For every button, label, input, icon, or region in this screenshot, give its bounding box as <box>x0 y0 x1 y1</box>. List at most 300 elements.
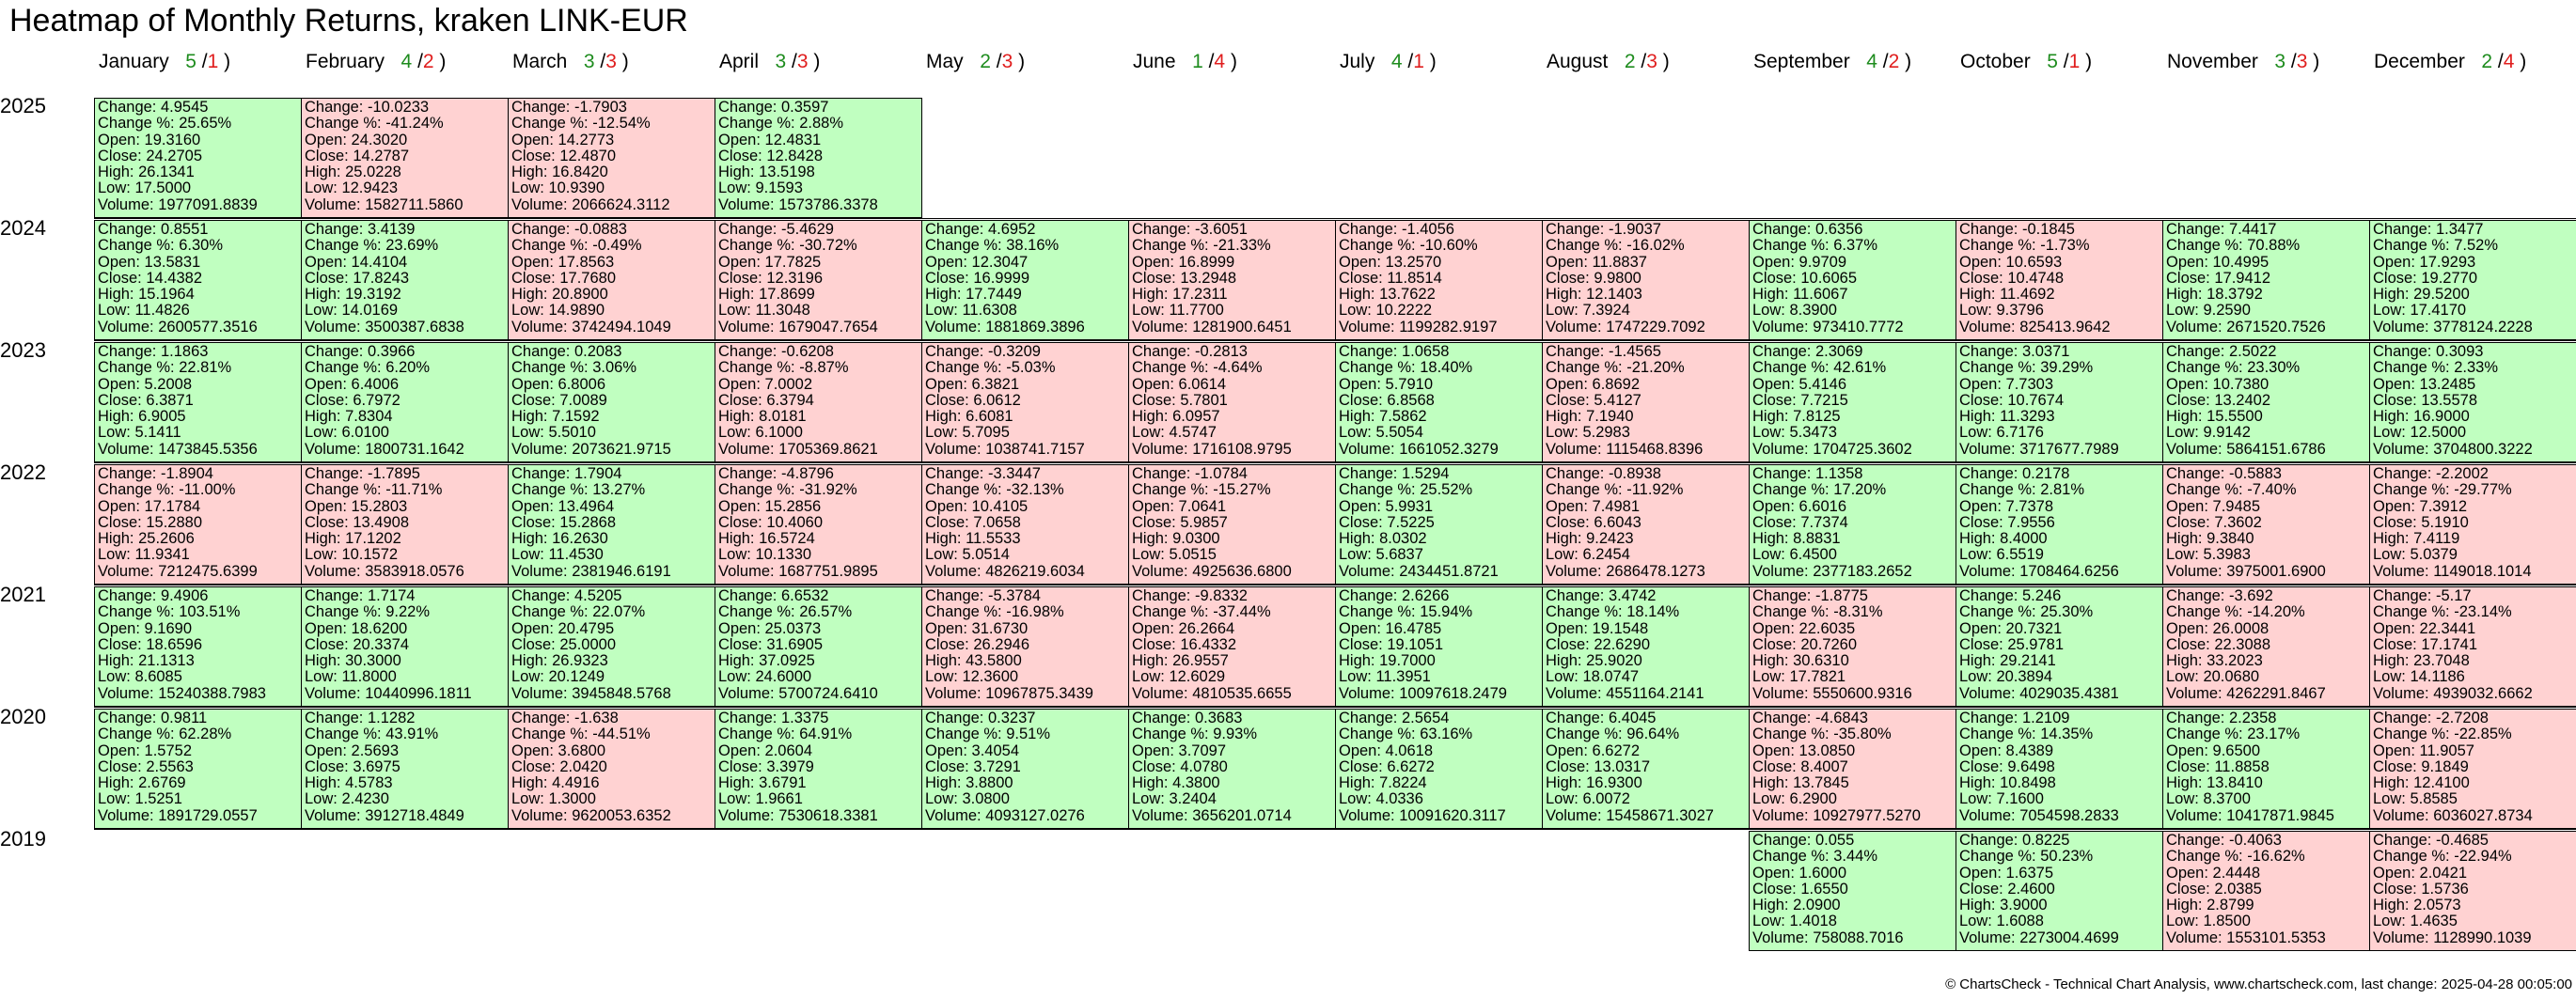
change-pct-label: Change %: <box>1339 237 1421 255</box>
close-value: 6.7972 <box>353 391 401 409</box>
cell-high-line <box>2166 653 2366 669</box>
change-pct-value: 17.20% <box>1833 481 1887 499</box>
change-label: Change: <box>2373 221 2436 238</box>
cell-open-line <box>2373 255 2573 271</box>
cell-2020-september <box>1749 709 1956 829</box>
cell-change-line <box>718 344 919 360</box>
low-label: Low: <box>1752 546 1790 564</box>
close-label: Close: <box>1339 269 1388 287</box>
close-value: 3.3979 <box>766 757 814 775</box>
low-value: 6.4500 <box>1789 546 1837 564</box>
volume-label: Volume: <box>1339 440 1400 458</box>
cell-close-line <box>511 759 712 775</box>
cell-high-line <box>1132 531 1332 547</box>
month-up-count: 2 <box>2481 51 2493 72</box>
change-pct-label: Change %: <box>98 726 180 743</box>
cell-low-line <box>1959 913 2160 929</box>
change-pct-value: 22.07% <box>592 603 646 621</box>
cell-close-line <box>98 515 298 531</box>
cell-low-line <box>1752 791 1953 807</box>
low-value: 18.0747 <box>1582 668 1640 686</box>
high-value: 29.5200 <box>2413 286 2470 304</box>
change-pct-label: Change %: <box>305 359 386 377</box>
change-pct-value: 18.14% <box>1626 603 1680 621</box>
cell-open-line <box>1546 255 1746 271</box>
change-pct-value: 42.61% <box>1833 359 1887 377</box>
open-value: 10.4105 <box>971 497 1029 515</box>
cell-volume-line <box>1959 808 2160 824</box>
open-label: Open: <box>1752 375 1799 393</box>
cell-change-pct-line <box>925 238 1125 254</box>
high-value: 8.0181 <box>759 408 807 426</box>
cell-2020-december <box>2369 709 2576 829</box>
change-value: 0.8225 <box>2021 832 2070 849</box>
cell-2021-january <box>94 586 302 707</box>
volume-value: 1679047.7654 <box>778 318 878 336</box>
low-label: Low: <box>98 546 135 564</box>
cell-close-line <box>2373 882 2573 898</box>
cell-low-line <box>2166 669 2366 685</box>
cell-volume-line <box>1132 808 1332 824</box>
low-label: Low: <box>1752 668 1790 686</box>
cell-high-line <box>2166 775 2366 791</box>
high-label: High: <box>718 530 760 548</box>
high-label: High: <box>2166 652 2207 670</box>
low-value: 20.1249 <box>548 668 605 686</box>
change-value: 4.5205 <box>573 587 622 604</box>
close-label: Close: <box>718 147 767 164</box>
volume-label: Volume: <box>1132 684 1193 702</box>
cell-high-line <box>305 775 505 791</box>
low-label: Low: <box>511 302 549 320</box>
close-label: Close: <box>925 757 974 775</box>
open-value: 11.8837 <box>1592 253 1647 271</box>
open-label: Open: <box>1132 741 1179 759</box>
month-down-count: 3 <box>605 51 617 72</box>
high-value: 10.8498 <box>2000 774 2056 792</box>
open-label: Open: <box>2166 619 2213 637</box>
cell-close-line <box>718 271 919 287</box>
high-value: 6.6081 <box>966 408 1013 426</box>
close-value: 20.7260 <box>1800 635 1858 653</box>
volume-value: 3704800.3222 <box>2433 440 2533 458</box>
cell-close-line <box>1132 759 1332 775</box>
change-value: -5.3784 <box>987 587 1041 604</box>
volume-label: Volume: <box>2166 929 2227 946</box>
cell-open-line <box>2373 499 2573 515</box>
volume-value: 1661052.3279 <box>1399 440 1499 458</box>
cell-volume-line <box>1339 442 1539 458</box>
volume-label: Volume: <box>718 562 779 580</box>
open-label: Open: <box>2166 375 2213 393</box>
volume-value: 4551164.2141 <box>1606 684 1704 702</box>
low-value: 24.6000 <box>755 668 812 686</box>
change-pct-label: Change %: <box>2373 603 2455 621</box>
close-value: 6.6043 <box>1594 513 1641 531</box>
cell-2020-may <box>921 709 1129 829</box>
cell-2022-june <box>1128 464 1336 585</box>
cell-volume-line <box>1959 564 2160 580</box>
cell-2020-november <box>2162 709 2370 829</box>
high-label: High: <box>2166 897 2207 914</box>
change-pct-value: 2.33% <box>2454 359 2499 377</box>
volume-label: Volume: <box>718 684 779 702</box>
cell-change-pct-line <box>98 116 298 132</box>
change-pct-label: Change %: <box>1339 359 1421 377</box>
month-down-count: 1 <box>2068 51 2081 72</box>
high-value: 2.6769 <box>138 774 186 792</box>
close-label: Close: <box>2166 513 2215 531</box>
change-pct-label: Change %: <box>1959 726 2041 743</box>
close-value: 10.4060 <box>766 513 824 531</box>
cell-open-line <box>1132 499 1332 515</box>
open-value: 19.3160 <box>144 131 201 148</box>
change-value: -4.6843 <box>1814 710 1868 726</box>
cell-change-pct-line <box>925 360 1125 376</box>
low-value: 12.9423 <box>341 180 399 197</box>
open-value: 11.9057 <box>2419 741 2474 759</box>
volume-label: Volume: <box>305 806 366 824</box>
low-value: 5.0379 <box>2410 546 2458 564</box>
volume-value: 3945848.5768 <box>572 684 671 702</box>
close-value: 31.6905 <box>766 635 824 653</box>
volume-label: Volume: <box>305 195 366 213</box>
cell-volume-line <box>1752 930 1953 946</box>
month-name: March <box>512 51 568 72</box>
change-label: Change: <box>2373 587 2436 604</box>
volume-label: Volume: <box>1339 318 1400 336</box>
change-pct-label: Change %: <box>718 237 800 255</box>
volume-label: Volume: <box>1752 684 1814 702</box>
change-value: -2.7208 <box>2435 710 2489 726</box>
high-label: High: <box>718 164 760 181</box>
low-value: 14.0169 <box>341 302 399 320</box>
change-pct-value: 3.06% <box>592 359 637 377</box>
open-label: Open: <box>1959 619 2006 637</box>
cell-open-line <box>1339 743 1539 759</box>
cell-2022-february <box>301 464 509 585</box>
change-pct-label: Change %: <box>925 237 1007 255</box>
high-value: 16.9000 <box>2413 408 2470 426</box>
cell-low-line <box>511 303 712 319</box>
cell-change-pct-line <box>2373 726 2573 742</box>
open-value: 25.0373 <box>764 619 822 637</box>
close-label: Close: <box>1752 391 1801 409</box>
high-value: 15.5500 <box>2207 408 2263 426</box>
cell-open-line <box>1546 377 1746 393</box>
cell-open-line <box>1339 621 1539 637</box>
change-value: -1.7903 <box>573 99 627 116</box>
low-value: 1.4018 <box>1789 913 1837 930</box>
cell-change-pct-line <box>1752 849 1953 865</box>
cell-open-line <box>1132 621 1332 637</box>
open-label: Open: <box>925 253 972 271</box>
low-value: 11.4530 <box>548 546 604 564</box>
cell-close-line <box>1959 271 2160 287</box>
change-value: 2.6266 <box>1401 587 1450 604</box>
close-label: Close: <box>511 269 560 287</box>
high-label: High: <box>925 774 966 792</box>
open-label: Open: <box>2166 741 2213 759</box>
cell-change-line <box>511 344 712 360</box>
cell-2021-august <box>1542 586 1750 707</box>
close-label: Close: <box>2166 391 2215 409</box>
cell-volume-line <box>718 197 919 213</box>
change-pct-label: Change %: <box>98 603 180 621</box>
change-pct-label: Change %: <box>1339 726 1421 743</box>
cell-change-pct-line <box>1752 360 1953 376</box>
cell-low-line <box>511 180 712 196</box>
change-label: Change: <box>925 710 988 726</box>
cell-open-line <box>1546 499 1746 515</box>
open-value: 12.3047 <box>971 253 1029 271</box>
close-label: Close: <box>2373 880 2422 898</box>
cell-open-line <box>1752 866 1953 882</box>
high-label: High: <box>1752 897 1794 914</box>
high-value: 17.8699 <box>759 286 815 304</box>
cell-close-line <box>925 393 1125 409</box>
low-label: Low: <box>1132 790 1170 808</box>
high-value: 8.0302 <box>1379 530 1427 548</box>
cell-close-line <box>1132 393 1332 409</box>
cell-close-line <box>925 759 1125 775</box>
cell-volume-line <box>718 442 919 458</box>
cell-volume-line <box>2373 564 2573 580</box>
cell-volume-line <box>2373 808 2573 824</box>
high-value: 17.7449 <box>966 286 1022 304</box>
volume-label: Volume: <box>1752 929 1814 946</box>
cell-high-line <box>305 409 505 425</box>
open-value: 10.4995 <box>2212 253 2270 271</box>
high-value: 8.8831 <box>1793 530 1841 548</box>
change-label: Change: <box>511 343 574 360</box>
low-value: 6.2454 <box>1582 546 1630 564</box>
low-label: Low: <box>925 546 963 564</box>
high-label: High: <box>718 286 760 304</box>
high-value: 2.8799 <box>2207 897 2254 914</box>
low-value: 3.0800 <box>962 790 1010 808</box>
cell-low-line <box>718 547 919 563</box>
change-label: Change: <box>1959 343 2022 360</box>
low-label: Low: <box>1132 424 1170 442</box>
low-value: 8.3900 <box>1789 302 1837 320</box>
cell-2020-march <box>508 709 715 829</box>
volume-label: Volume: <box>1546 440 1607 458</box>
low-value: 6.1000 <box>755 424 803 442</box>
high-label: High: <box>1339 286 1380 304</box>
cell-high-line <box>98 653 298 669</box>
cell-change-line <box>511 710 712 726</box>
volume-value: 4925636.6800 <box>1192 562 1292 580</box>
low-value: 17.7821 <box>1789 668 1846 686</box>
high-value: 30.3000 <box>345 652 401 670</box>
open-value: 15.2856 <box>764 497 822 515</box>
cell-volume-line <box>925 564 1125 580</box>
open-label: Open: <box>98 131 145 148</box>
open-label: Open: <box>511 131 558 148</box>
month-down-count: 1 <box>207 51 219 72</box>
open-label: Open: <box>718 131 765 148</box>
volume-value: 10417871.9845 <box>2226 806 2334 824</box>
cell-close-line <box>2166 637 2366 653</box>
change-value: 0.3597 <box>780 99 829 116</box>
open-label: Open: <box>925 619 972 637</box>
volume-label: Volume: <box>98 195 159 213</box>
high-label: High: <box>305 408 346 426</box>
cell-volume-line <box>98 564 298 580</box>
open-label: Open: <box>2373 864 2420 882</box>
close-label: Close: <box>2373 391 2422 409</box>
low-label: Low: <box>511 180 549 197</box>
volume-label: Volume: <box>98 318 159 336</box>
change-pct-label: Change %: <box>925 603 1007 621</box>
open-label: Open: <box>305 619 352 637</box>
cell-2021-july <box>1335 586 1543 707</box>
high-label: High: <box>1959 286 2001 304</box>
open-value: 7.3912 <box>2419 497 2468 515</box>
open-label: Open: <box>305 375 352 393</box>
high-value: 17.2311 <box>1172 286 1228 304</box>
cell-change-line <box>1339 588 1539 604</box>
cell-volume-line <box>2166 564 2366 580</box>
cell-open-line <box>511 499 712 515</box>
high-label: High: <box>1752 652 1794 670</box>
cell-2024-october <box>1956 220 2163 340</box>
close-label: Close: <box>2166 269 2215 287</box>
high-value: 7.1592 <box>552 408 600 426</box>
high-label: High: <box>718 774 760 792</box>
change-pct-value: 6.37% <box>1833 237 1878 255</box>
cell-high-line <box>1959 775 2160 791</box>
low-value: 11.8000 <box>341 668 397 686</box>
cell-low-line <box>305 303 505 319</box>
low-value: 5.3983 <box>2203 546 2251 564</box>
open-label: Open: <box>98 741 145 759</box>
change-label: Change: <box>2166 343 2229 360</box>
open-value: 7.4981 <box>1592 497 1641 515</box>
low-label: Low: <box>2373 302 2411 320</box>
change-pct-value: 64.91% <box>799 726 853 743</box>
cell-change-line <box>2373 466 2573 482</box>
open-value: 14.2773 <box>558 131 615 148</box>
cell-open-line <box>1339 377 1539 393</box>
volume-label: Volume: <box>2166 562 2227 580</box>
low-label: Low: <box>1339 546 1376 564</box>
high-label: High: <box>98 286 139 304</box>
cell-close-line <box>2166 882 2366 898</box>
cell-close-line <box>1959 882 2160 898</box>
low-label: Low: <box>305 180 342 197</box>
cell-change-pct-line <box>98 360 298 376</box>
cell-change-line <box>1959 466 2160 482</box>
cell-open-line <box>305 743 505 759</box>
low-label: Low: <box>1132 302 1170 320</box>
cell-change-line <box>1752 466 1953 482</box>
cell-2019-november <box>2162 831 2370 951</box>
close-value: 15.2880 <box>146 513 203 531</box>
open-label: Open: <box>1752 741 1799 759</box>
high-label: High: <box>305 652 346 670</box>
change-pct-label: Change %: <box>511 359 593 377</box>
change-value: 1.1282 <box>367 710 416 726</box>
close-label: Close: <box>1752 269 1801 287</box>
close-label: Close: <box>1132 757 1181 775</box>
close-value: 3.7291 <box>973 757 1021 775</box>
change-label: Change: <box>718 343 781 360</box>
high-value: 20.8900 <box>552 286 608 304</box>
open-value: 26.0008 <box>2212 619 2270 637</box>
volume-label: Volume: <box>2373 929 2434 946</box>
open-value: 17.1784 <box>144 497 201 515</box>
cell-2022-october <box>1956 464 2163 585</box>
high-label: High: <box>1546 774 1587 792</box>
close-value: 14.4382 <box>146 269 203 287</box>
cell-low-line <box>98 425 298 441</box>
cell-high-line <box>1546 531 1746 547</box>
close-label: Close: <box>98 391 147 409</box>
close-value: 17.1741 <box>2421 635 2478 653</box>
change-pct-label: Change %: <box>1752 359 1834 377</box>
cell-close-line <box>718 148 919 164</box>
low-value: 5.5010 <box>548 424 596 442</box>
cell-low-line <box>718 791 919 807</box>
cell-change-pct-line <box>1752 726 1953 742</box>
close-label: Close: <box>98 635 147 653</box>
change-pct-value: 13.27% <box>592 481 646 499</box>
change-pct-value: 23.69% <box>385 237 439 255</box>
change-pct-label: Change %: <box>1752 603 1834 621</box>
cell-close-line <box>2373 759 2573 775</box>
change-pct-value: 9.93% <box>1213 726 1258 743</box>
close-value: 6.3794 <box>766 391 814 409</box>
close-value: 7.9556 <box>2007 513 2055 531</box>
change-pct-value: 103.51% <box>179 603 241 621</box>
cell-change-line <box>718 588 919 604</box>
change-label: Change: <box>718 587 781 604</box>
change-pct-value: -5.03% <box>1006 359 1056 377</box>
volume-value: 1881869.3896 <box>985 318 1085 336</box>
cell-volume-line <box>511 686 712 702</box>
change-pct-value: -10.60% <box>1420 237 1478 255</box>
month-name: April <box>719 51 760 72</box>
high-value: 11.6067 <box>1793 286 1848 304</box>
change-pct-value: -21.33% <box>1213 237 1271 255</box>
cell-low-line <box>925 303 1125 319</box>
cell-volume-line <box>1546 686 1746 702</box>
change-pct-value: -16.02% <box>1626 237 1685 255</box>
close-value: 5.9857 <box>1180 513 1228 531</box>
cell-change-pct-line <box>2373 482 2573 498</box>
cell-volume-line <box>1339 320 1539 336</box>
open-value: 16.8999 <box>1178 253 1235 271</box>
high-value: 9.3840 <box>2207 530 2254 548</box>
change-label: Change: <box>1132 343 1195 360</box>
volume-value: 5700724.6410 <box>778 684 878 702</box>
cell-change-pct-line <box>1339 604 1539 620</box>
high-label: High: <box>925 286 966 304</box>
month-down-count: 3 <box>2296 51 2308 72</box>
cell-2024-march <box>508 220 715 340</box>
cell-volume-line <box>1959 930 2160 946</box>
cell-open-line <box>511 743 712 759</box>
high-value: 6.9005 <box>138 408 186 426</box>
cell-change-pct-line <box>1339 360 1539 376</box>
cell-change-pct-line <box>2166 726 2366 742</box>
open-value: 3.6800 <box>558 741 606 759</box>
low-label: Low: <box>305 790 342 808</box>
change-value: -5.17 <box>2435 587 2472 604</box>
cell-change-pct-line <box>1959 360 2160 376</box>
